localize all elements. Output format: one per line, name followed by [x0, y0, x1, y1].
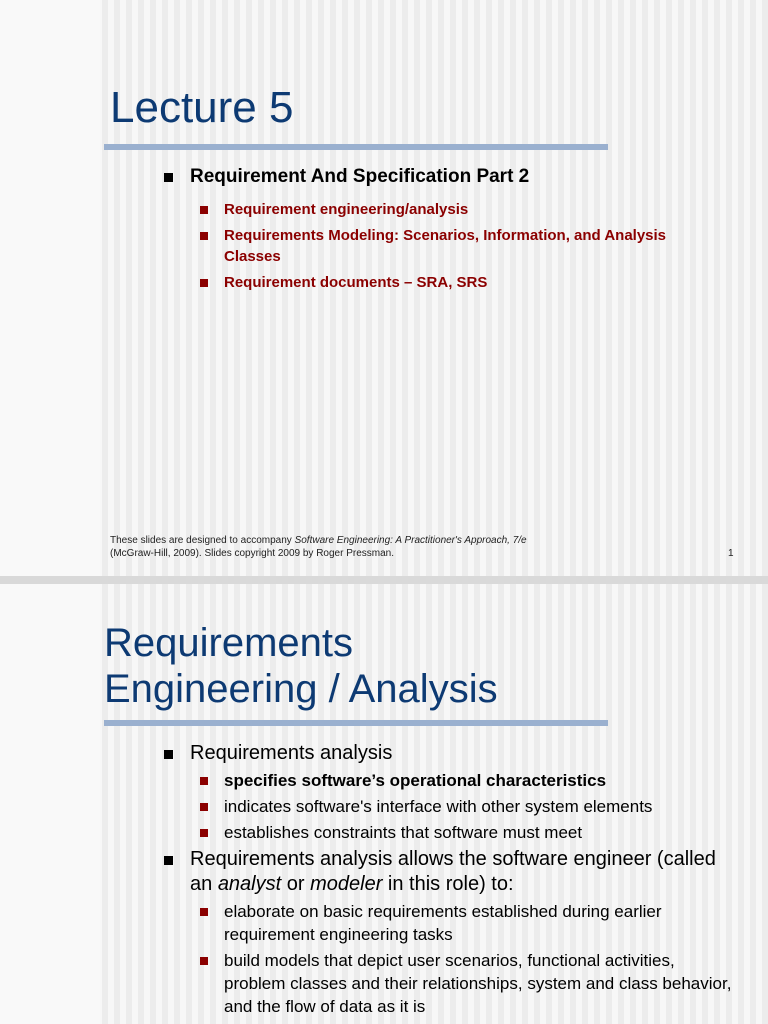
square-bullet-icon — [200, 908, 208, 916]
sub-bullet-text: indicates software's interface with other system elements — [224, 797, 653, 816]
square-bullet-icon — [164, 856, 173, 865]
square-bullet-icon — [164, 173, 173, 182]
slide-left-band — [0, 584, 100, 1024]
sub-bullet — [160, 272, 700, 293]
square-bullet-icon — [200, 957, 208, 965]
sub-bullet — [160, 949, 740, 1018]
sub-bullet — [160, 795, 740, 818]
sub-bullet — [160, 769, 740, 792]
slide-title: Lecture 5 — [110, 83, 294, 132]
square-bullet-icon — [200, 829, 208, 837]
sub-bullet-text: Requirement engineering/analysis — [224, 201, 469, 218]
sub-bullet — [160, 199, 700, 220]
main-bullet-text: Requirement And Specification Part 2 — [190, 166, 530, 187]
bullet2-modeler: modeler — [310, 873, 383, 895]
sub-bullet-text: build models that depict user scenarios, functional activities, problem classes and their relationships, system and class behavior, and the flow of data as it is — [224, 951, 732, 1016]
bullet2-or: or — [281, 873, 311, 895]
square-bullet-icon — [200, 803, 208, 811]
sub-bullet — [160, 225, 700, 267]
footer-line1-prefix: These slides are designed to accompany — [110, 535, 295, 546]
slide-2 — [0, 584, 768, 1024]
slide-title-line1: Requirements — [104, 621, 354, 665]
bullet-list — [160, 738, 740, 1018]
sub-bullet-text: establishes constraints that software must meet — [224, 823, 583, 842]
slide-footer — [110, 534, 527, 560]
bullet2-text-part2: in this role) to: — [382, 873, 514, 895]
sub-bullet-text: Requirements Modeling: Scenarios, Information, and Analysis Classes — [224, 227, 667, 265]
bullet2-analyst: analyst — [217, 873, 282, 895]
page-number: 1 — [728, 548, 734, 559]
main-bullet — [160, 164, 700, 190]
main-bullet — [160, 847, 740, 897]
main-bullet-text — [190, 848, 716, 895]
sub-bullet — [160, 821, 740, 844]
main-bullet-text: Requirements analysis — [190, 742, 393, 764]
sub-bullet — [160, 900, 740, 946]
bullet2-text-part1: Requirements analysis allows the software engineer (called an — [190, 848, 716, 895]
title-underline — [104, 720, 608, 726]
square-bullet-icon — [200, 279, 208, 287]
square-bullet-icon — [200, 777, 208, 785]
slide-title-line2: Engineering / Analysis — [104, 667, 498, 711]
square-bullet-icon — [200, 232, 208, 240]
slide-title — [104, 620, 498, 712]
square-bullet-icon — [200, 206, 208, 214]
footer-line2: (McGraw-Hill, 2009). Slides copyright 2009 by Roger Pressman. — [110, 548, 394, 559]
main-bullet — [160, 741, 740, 766]
title-underline — [104, 144, 608, 150]
slide-left-band — [0, 0, 100, 576]
sub-bullet-text: Requirement documents – SRA, SRS — [224, 274, 488, 291]
bullet-list — [160, 164, 700, 293]
sub-bullet-text: elaborate on basic requirements established during earlier requirement engineering tasks — [224, 902, 662, 944]
footer-book-title: Software Engineering: A Practitioner's Approach, 7/e — [294, 535, 527, 546]
square-bullet-icon — [164, 750, 173, 759]
sub-bullet-text: specifies software’s operational characteristics — [224, 771, 607, 790]
